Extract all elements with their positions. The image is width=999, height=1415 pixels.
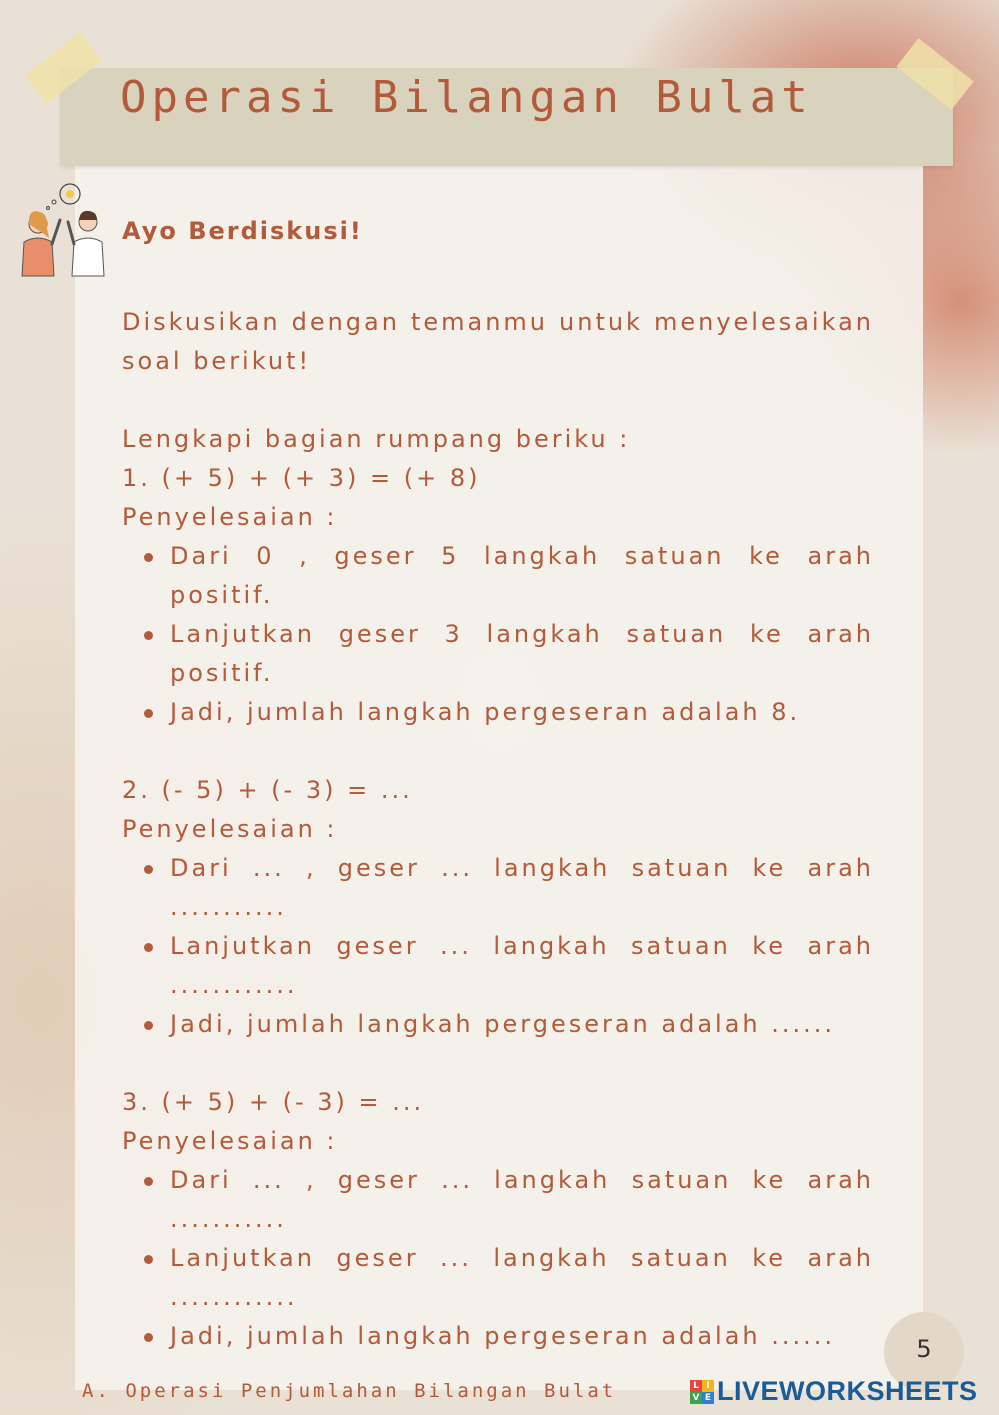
worksheet-content <box>122 212 874 1356</box>
spacer <box>122 381 874 420</box>
badge-letter: L <box>690 1380 702 1392</box>
problem-question: 1. (+ 5) + (+ 3) = (+ 8) <box>122 464 481 492</box>
solution-steps <box>122 849 874 1044</box>
badge-letter: E <box>702 1392 714 1404</box>
problem-1 <box>122 459 874 732</box>
problem-question: 2. (- 5) + (- 3) = ... <box>122 776 413 804</box>
badge-letter: V <box>690 1392 702 1404</box>
liveworksheets-badge-icon <box>690 1380 714 1404</box>
spacer <box>122 1044 874 1083</box>
list-item: Jadi, jumlah langkah pergeseran adalah ...... <box>170 1317 874 1356</box>
list-item: Dari ... , geser ... langkah satuan ke arah ........... <box>170 1161 874 1239</box>
problem-2 <box>122 771 874 1044</box>
list-item: Lanjutkan geser ... langkah satuan ke arah ............ <box>170 927 874 1005</box>
list-item: Jadi, jumlah langkah pergeseran adalah ...... <box>170 1005 874 1044</box>
liveworksheets-logo[interactable] <box>690 1376 978 1407</box>
liveworksheets-text: LIVEWORKSHEETS <box>717 1376 978 1406</box>
list-item: Lanjutkan geser 3 langkah satuan ke arah positif. <box>170 615 874 693</box>
footer-section-title: A. Operasi Penjumlahan Bilangan Bulat <box>82 1380 617 1402</box>
solution-label: Penyelesaian : <box>122 815 338 843</box>
solution-label: Penyelesaian : <box>122 1127 338 1155</box>
solution-steps <box>122 1161 874 1356</box>
problem-question: 3. (+ 5) + (- 3) = ... <box>122 1088 425 1116</box>
solution-steps <box>122 537 874 732</box>
list-item: Dari ... , geser ... langkah satuan ke arah ........... <box>170 849 874 927</box>
spacer <box>122 732 874 771</box>
page-number: 5 <box>916 1335 932 1363</box>
list-item: Jadi, jumlah langkah pergeseran adalah 8. <box>170 693 874 732</box>
instruction-text: Lengkapi bagian rumpang beriku : <box>122 425 631 453</box>
list-item: Lanjutkan geser ... langkah satuan ke arah ............ <box>170 1239 874 1317</box>
discussion-people-icon <box>8 180 118 280</box>
page-title: Operasi Bilangan Bulat <box>120 72 813 123</box>
lightbulb-icon <box>47 184 81 210</box>
badge-letter: I <box>702 1380 714 1392</box>
problem-3 <box>122 1083 874 1356</box>
solution-label: Penyelesaian : <box>122 503 338 531</box>
list-item: Dari 0 , geser 5 langkah satuan ke arah positif. <box>170 537 874 615</box>
section-heading: Ayo Berdiskusi! <box>122 217 363 245</box>
intro-text: Diskusikan dengan temanmu untuk menyelesaikan soal berikut! <box>122 308 874 375</box>
